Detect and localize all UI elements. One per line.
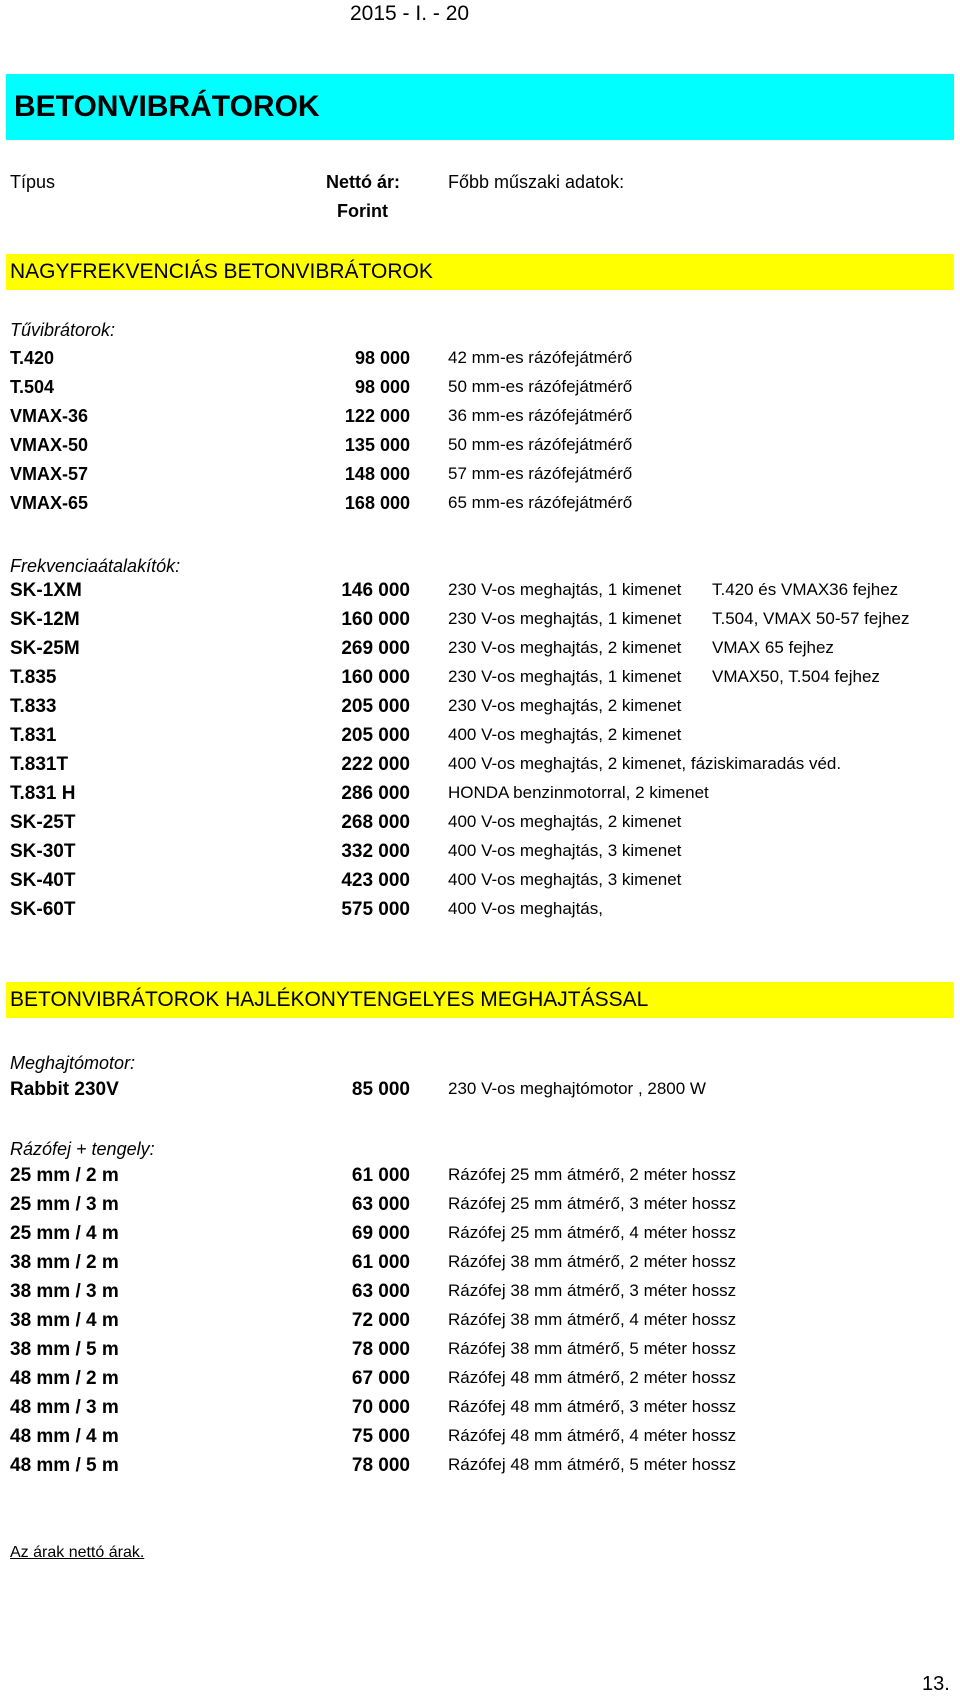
section-banner-high-frequency xyxy=(6,254,954,290)
row-type: T.504 xyxy=(10,377,55,397)
row-price: 98 000 xyxy=(354,377,410,397)
row-type: SK-60T xyxy=(10,899,76,920)
row-price: 148 000 xyxy=(344,464,410,484)
row-price: 78 000 xyxy=(351,1455,410,1476)
row-type: T.831 H xyxy=(10,783,76,804)
row-price: 575 000 xyxy=(341,899,410,920)
row-type: VMAX-65 xyxy=(10,493,89,513)
section-title: BETONVIBRÁTOROK HAJLÉKONYTENGELYES MEGHAJTÁSSAL xyxy=(10,988,649,1011)
row-type: 38 mm / 3 m xyxy=(10,1281,119,1302)
row-price: 63 000 xyxy=(351,1281,410,1302)
row-price: 69 000 xyxy=(351,1223,410,1244)
table-row xyxy=(0,348,960,376)
row-description: 65 mm-es rázófejátmérő xyxy=(448,493,633,512)
table-row xyxy=(0,1426,960,1454)
row-description: 50 mm-es rázófejátmérő xyxy=(448,435,633,454)
row-description: 42 mm-es rázófejátmérő xyxy=(448,348,633,367)
table-row xyxy=(0,377,960,405)
table-row xyxy=(0,725,960,753)
page-title-banner xyxy=(6,74,954,140)
row-description: Rázófej 38 mm átmérő, 3 méter hossz xyxy=(448,1281,737,1300)
row-price: 61 000 xyxy=(351,1165,410,1186)
row-description: 400 V-os meghajtás, 2 kimenet xyxy=(448,812,682,831)
table-row xyxy=(0,1339,960,1367)
row-price: 286 000 xyxy=(341,783,410,804)
row-type: VMAX-36 xyxy=(10,406,89,426)
table-row xyxy=(0,870,960,898)
table-row xyxy=(0,754,960,782)
section-title: NAGYFREKVENCIÁS BETONVIBRÁTOROK xyxy=(10,260,433,283)
table-row xyxy=(0,435,960,463)
row-price: 75 000 xyxy=(351,1426,410,1447)
table-row xyxy=(0,1281,960,1309)
row-description: Rázófej 48 mm átmérő, 2 méter hossz xyxy=(448,1368,737,1387)
row-price: 205 000 xyxy=(341,696,410,717)
row-description: 230 V-os meghajtás, 1 kimenet xyxy=(448,609,682,628)
row-type: T.420 xyxy=(10,348,55,368)
table-row xyxy=(0,1223,960,1251)
row-price: 122 000 xyxy=(344,406,410,426)
row-note: VMAX50, T.504 fejhez xyxy=(712,667,880,686)
section-banner-flexible-shaft xyxy=(6,982,954,1018)
row-price: 332 000 xyxy=(341,841,410,862)
table-row xyxy=(0,812,960,840)
row-type: 25 mm / 3 m xyxy=(10,1194,119,1215)
table-row xyxy=(0,464,960,492)
row-price: 85 000 xyxy=(351,1079,410,1100)
row-type: 48 mm / 2 m xyxy=(10,1368,119,1389)
row-type: 38 mm / 5 m xyxy=(10,1339,119,1360)
row-price: 63 000 xyxy=(351,1194,410,1215)
row-price: 222 000 xyxy=(341,754,410,775)
row-type: 25 mm / 2 m xyxy=(10,1165,119,1186)
row-note: T.504, VMAX 50-57 fejhez xyxy=(712,609,910,628)
row-price: 168 000 xyxy=(344,493,410,513)
row-type: 48 mm / 3 m xyxy=(10,1397,119,1418)
row-description: Rázófej 48 mm átmérő, 5 méter hossz xyxy=(448,1455,737,1474)
row-price: 205 000 xyxy=(341,725,410,746)
row-description: Rázófej 38 mm átmérő, 5 méter hossz xyxy=(448,1339,737,1358)
row-note: VMAX 65 fejhez xyxy=(712,638,834,657)
subsection-label: Rázófej + tengely: xyxy=(10,1139,155,1159)
row-description: 400 V-os meghajtás, 3 kimenet xyxy=(448,870,682,889)
row-type: Rabbit 230V xyxy=(10,1079,119,1100)
row-description: 400 V-os meghajtás, xyxy=(448,899,603,918)
table-row xyxy=(0,580,960,608)
row-price: 146 000 xyxy=(341,580,410,601)
row-description: 36 mm-es rázófejátmérő xyxy=(448,406,633,425)
row-description: Rázófej 38 mm átmérő, 2 méter hossz xyxy=(448,1252,737,1271)
row-price: 135 000 xyxy=(344,435,410,455)
row-type: SK-25M xyxy=(10,638,80,659)
table-row xyxy=(0,783,960,811)
column-header-specs: Főbb műszaki adatok: xyxy=(448,172,625,192)
table-row xyxy=(0,1397,960,1425)
row-type: T.831T xyxy=(10,754,69,775)
table-row xyxy=(0,406,960,434)
row-description: 230 V-os meghajtás, 2 kimenet xyxy=(448,638,682,657)
row-type: SK-25T xyxy=(10,812,76,833)
row-type: SK-1XM xyxy=(10,580,82,601)
row-description: Rázófej 25 mm átmérő, 4 méter hossz xyxy=(448,1223,737,1242)
row-price: 269 000 xyxy=(341,638,410,659)
row-description: 57 mm-es rázófejátmérő xyxy=(448,464,633,483)
row-price: 72 000 xyxy=(351,1310,410,1331)
row-type: SK-12M xyxy=(10,609,80,630)
row-description: 230 V-os meghajtómotor , 2800 W xyxy=(448,1079,706,1098)
row-type: 48 mm / 5 m xyxy=(10,1455,119,1476)
row-description: 400 V-os meghajtás, 3 kimenet xyxy=(448,841,682,860)
page-number: 13. xyxy=(922,1673,950,1695)
table-row xyxy=(0,1194,960,1222)
row-type: T.835 xyxy=(10,667,57,688)
row-type: 48 mm / 4 m xyxy=(10,1426,119,1447)
row-description: Rázófej 25 mm átmérő, 3 méter hossz xyxy=(448,1194,737,1213)
row-type: VMAX-50 xyxy=(10,435,89,455)
row-price: 268 000 xyxy=(341,812,410,833)
subsection-label: Meghajtómotor: xyxy=(10,1053,136,1073)
row-price: 70 000 xyxy=(351,1397,410,1418)
table-row xyxy=(0,1079,960,1107)
table-row xyxy=(0,667,960,695)
table-row xyxy=(0,1368,960,1396)
row-description: 400 V-os meghajtás, 2 kimenet xyxy=(448,725,682,744)
column-header-price: Nettó ár: xyxy=(325,172,400,192)
table-row xyxy=(0,1455,960,1483)
table-row xyxy=(0,841,960,869)
row-type: 25 mm / 4 m xyxy=(10,1223,119,1244)
row-description: Rázófej 38 mm átmérő, 4 méter hossz xyxy=(448,1310,737,1329)
page-title: BETONVIBRÁTOROK xyxy=(14,90,320,123)
column-header-type: Típus xyxy=(10,172,56,192)
row-description: 230 V-os meghajtás, 2 kimenet xyxy=(448,696,682,715)
table-row xyxy=(0,899,960,927)
row-description: 230 V-os meghajtás, 1 kimenet xyxy=(448,667,682,686)
row-price: 67 000 xyxy=(351,1368,410,1389)
row-type: 38 mm / 4 m xyxy=(10,1310,119,1331)
row-price: 160 000 xyxy=(341,667,410,688)
row-type: T.833 xyxy=(10,696,57,717)
row-note: T.420 és VMAX36 fejhez xyxy=(712,580,899,599)
row-description: Rázófej 48 mm átmérő, 3 méter hossz xyxy=(448,1397,737,1416)
row-description: 230 V-os meghajtás, 1 kimenet xyxy=(448,580,682,599)
row-description: Rázófej 48 mm átmérő, 4 méter hossz xyxy=(448,1426,737,1445)
table-row xyxy=(0,493,960,521)
row-description: Rázófej 25 mm átmérő, 2 méter hossz xyxy=(448,1165,737,1184)
subsection-label: Tűvibrátorok: xyxy=(10,320,116,340)
column-header-currency: Forint xyxy=(337,201,388,221)
subsection-label: Frekvenciaátalakítók: xyxy=(10,556,181,576)
row-price: 98 000 xyxy=(354,348,410,368)
table-row xyxy=(0,638,960,666)
table-row xyxy=(0,1252,960,1280)
row-type: VMAX-57 xyxy=(10,464,89,484)
price-note: Az árak nettó árak. xyxy=(10,1544,145,1561)
row-type: SK-30T xyxy=(10,841,76,862)
row-type: SK-40T xyxy=(10,870,76,891)
row-price: 78 000 xyxy=(351,1339,410,1360)
table-row xyxy=(0,1165,960,1193)
table-row xyxy=(0,609,960,637)
table-row xyxy=(0,696,960,724)
row-price: 160 000 xyxy=(341,609,410,630)
row-description: 400 V-os meghajtás, 2 kimenet, fáziskimaradás véd. xyxy=(448,754,842,773)
row-price: 61 000 xyxy=(351,1252,410,1273)
document-date: 2015 - I. - 20 xyxy=(350,2,470,25)
row-description: HONDA benzinmotorral, 2 kimenet xyxy=(448,783,709,802)
row-price: 423 000 xyxy=(341,870,410,891)
table-row xyxy=(0,1310,960,1338)
row-type: 38 mm / 2 m xyxy=(10,1252,119,1273)
row-type: T.831 xyxy=(10,725,57,746)
row-description: 50 mm-es rázófejátmérő xyxy=(448,377,633,396)
